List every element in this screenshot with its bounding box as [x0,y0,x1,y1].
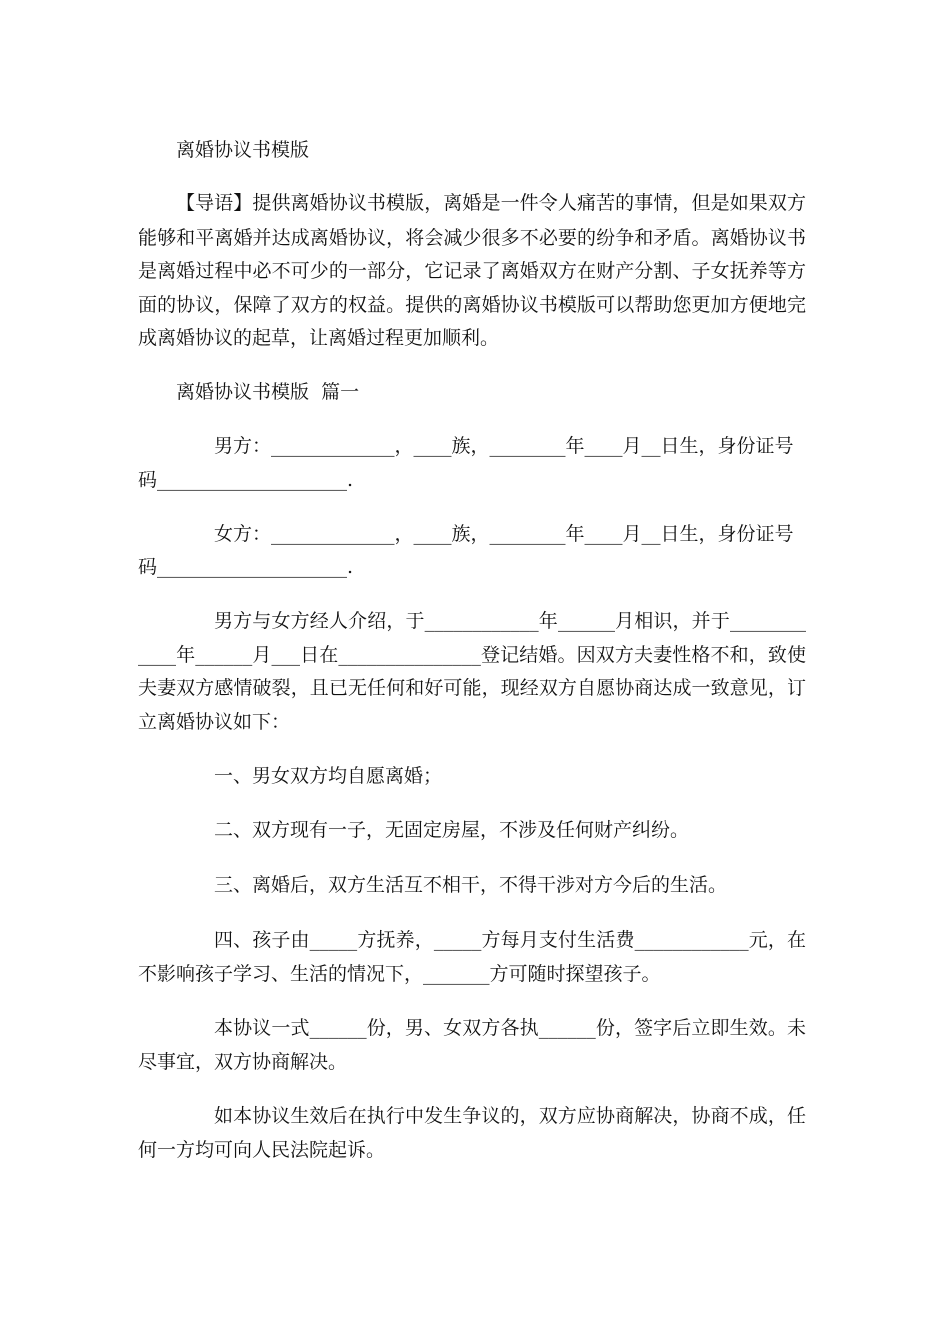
section-title: 离婚协议书模版 篇一 [176,381,360,403]
copies-line: 尽事宜，双方协商解决。 [138,1051,348,1073]
intro-line: 面的协议，保障了双方的权益。提供的离婚协议书模版可以帮助您更加方便地完 [138,294,806,316]
female-party-line: 女方：_____________，____族，________年____月__日生，身份证号 [214,523,794,545]
clause-4-line: 四、孩子由_____方抚养，_____方每月支付生活费____________元，在 [214,929,806,951]
dispute-line: 如本协议生效后在执行中发生争议的，双方应协商解决，协商不成，任 [214,1105,806,1127]
intro-line: 【导语】提供离婚协议书模版，离婚是一件令人痛苦的事情，但是如果双方 [176,192,806,214]
dispute-line: 何一方均可向人民法院起诉。 [138,1139,386,1161]
male-party-line: 男方：_____________，____族，________年____月__日生，身份证号 [214,435,794,457]
intro-line: 是离婚过程中必不可少的一部分，它记录了离婚双方在财产分割、子女抚养等方 [138,260,806,282]
clause-3: 三、离婚后，双方生活互不相干，不得干涉对方今后的生活。 [214,874,728,896]
marriage-line: 男方与女方经人介绍，于____________年______月相识，并于________ [214,610,806,632]
clause-1: 一、男女双方均自愿离婚； [214,765,443,787]
marriage-line: 立离婚协议如下： [138,711,291,733]
intro-line: 能够和平离婚并达成离婚协议，将会减少很多不必要的纷争和矛盾。离婚协议书 [138,227,806,249]
clause-4-line: 不影响孩子学习、生活的情况下，_______方可随时探望孩子。 [138,963,661,985]
clause-2: 二、双方现有一子，无固定房屋，不涉及任何财产纠纷。 [214,819,690,841]
intro-line: 成离婚协议的起草，让离婚过程更加顺利。 [138,327,500,349]
document-title: 离婚协议书模版 [176,139,310,161]
female-party-line: 码____________________. [138,556,354,578]
copies-line: 本协议一式______份，男、女双方各执______份，签字后立即生效。未 [214,1017,806,1039]
marriage-line: 夫妻双方感情破裂，且已无任何和好可能，现经双方自愿协商达成一致意见，订 [138,677,806,699]
male-party-line: 码____________________. [138,469,354,491]
marriage-line: ____年______月___日在_______________登记结婚。因双方夫妻性格不和，致使 [138,644,806,666]
